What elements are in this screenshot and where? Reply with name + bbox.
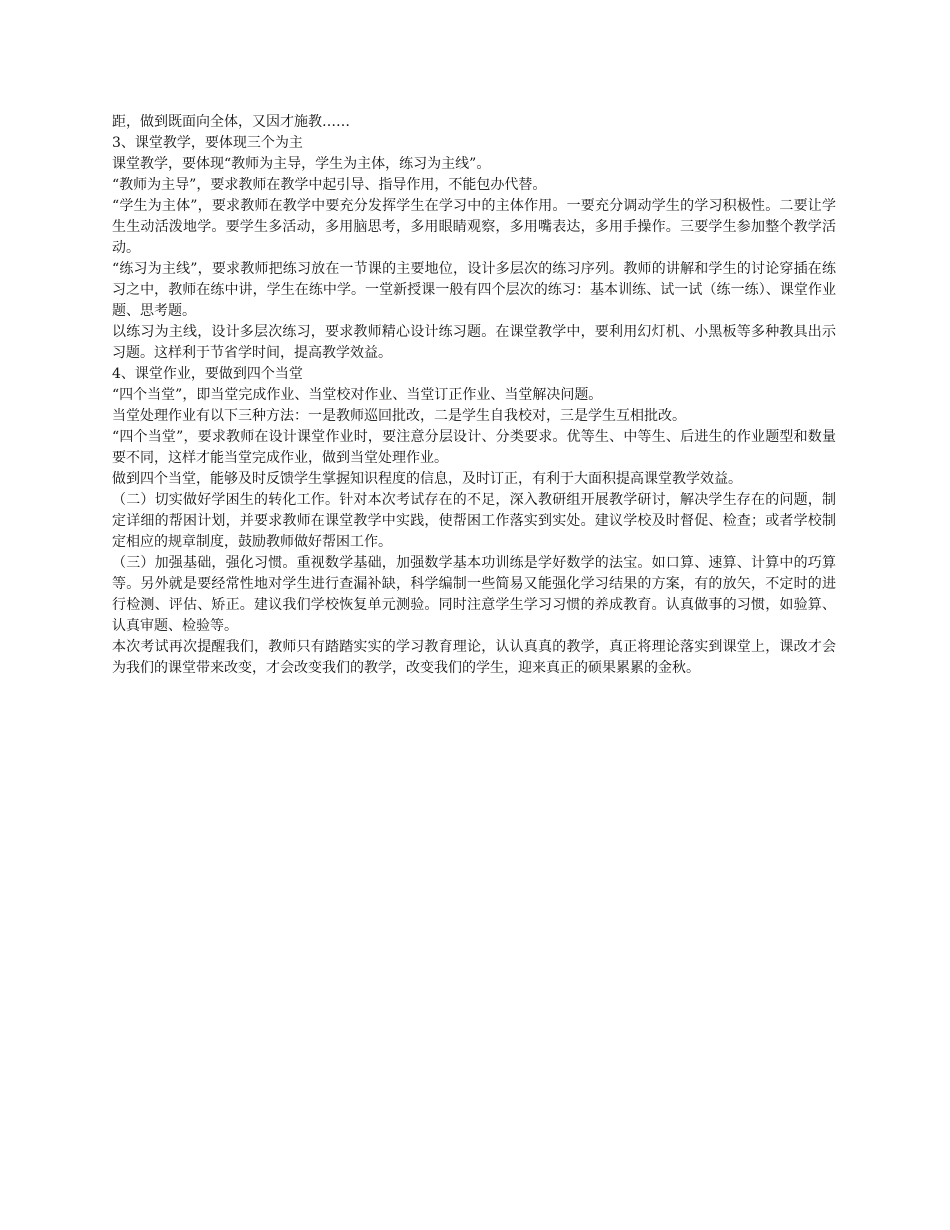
- paragraph-practice-main-line: “练习为主线”，要求教师把练习放在一节课的主要地位，设计多层次的练习序列。教师的讲解和学生的讨论穿插在练习之中，教师在练中讲，学生在练中学。一堂新授课一般有四个层次的练习：基本训练、试一试（练一练）、课堂作业题、思考题。: [112, 261, 836, 319]
- paragraph-continuation: 距，做到既面向全体，又因才施教……: [112, 114, 350, 130]
- paragraph-four-in-class: “四个当堂”，即当堂完成作业、当堂校对作业、当堂订正作业、当堂解决问题。: [112, 387, 603, 403]
- paragraph-conclusion: 本次考试再次提醒我们，教师只有踏踏实实的学习教育理论，认认真真的教学，真正将理论落实到课堂上，课改才会为我们的课堂带来改变，才会改变我们的教学，改变我们的学生，迎来真正的硕果累累的金秋。: [112, 639, 836, 676]
- heading-classroom-teaching: 3、课堂教学，要体现三个为主: [112, 135, 303, 151]
- document-page: [112, 112, 836, 679]
- paragraph-three-methods: 当堂处理作业有以下三种方法：一是教师巡回批改，二是学生自我校对，三是学生互相批改。: [112, 408, 686, 424]
- paragraph-layered-design: “四个当堂”，要求教师在设计课堂作业时，要注意分层设计、分类要求。优等生、中等生、后进生的作业题型和数量要不同，这样才能当堂完成作业，做到当堂处理作业。: [112, 429, 836, 466]
- paragraph-teacher-led: “教师为主导”，要求教师在教学中起引导、指导作用，不能包办代替。: [112, 177, 547, 193]
- paragraph-practice-design: 以练习为主线，设计多层次练习，要求教师精心设计练习题。在课堂教学中，要利用幻灯机、小黑板等多种教具出示习题。这样利于节省学时间，提高教学效益。: [112, 324, 836, 361]
- paragraph-three-principles: 课堂教学，要体现“教师为主导，学生为主体，练习为主线”。: [112, 156, 491, 172]
- paragraph-strengthen-basics: （三）加强基础，强化习惯。重视数学基础，加强数学基本功训练是学好数学的法宝。如口算、速算、计算中的巧算等。另外就是要经常性地对学生进行查漏补缺，科学编制一些简易又能强化学习结果的方案，有的放矢，不定时的进行检测、评估、矫正。建议我们学校恢复单元测验。同时注意学生学习习惯的养成教育。认真做事的习惯，如验算、认真审题、检验等。: [112, 555, 836, 634]
- heading-classroom-homework: 4、课堂作业，要做到四个当堂: [112, 366, 303, 382]
- paragraph-struggling-students: （二）切实做好学困生的转化工作。针对本次考试存在的不足，深入教研组开展教学研讨，解决学生存在的问题，制定详细的帮困计划，并要求教师在课堂教学中实践，使帮困工作落实到实处。建议学校及时督促、检查；或者学校制定相应的规章制度，鼓励教师做好帮困工作。: [112, 492, 836, 550]
- paragraph-feedback: 做到四个当堂，能够及时反馈学生掌握知识程度的信息，及时订正，有利于大面积提高课堂教学效益。: [112, 471, 742, 487]
- paragraph-student-centered: “学生为主体”，要求教师在教学中要充分发挥学生在学习中的主体作用。一要充分调动学生的学习积极性。二要让学生生动活泼地学。要学生多活动，多用脑思考，多用眼睛观察，多用嘴表达，多用手操作。三要学生参加整个教学活动。: [112, 198, 836, 256]
